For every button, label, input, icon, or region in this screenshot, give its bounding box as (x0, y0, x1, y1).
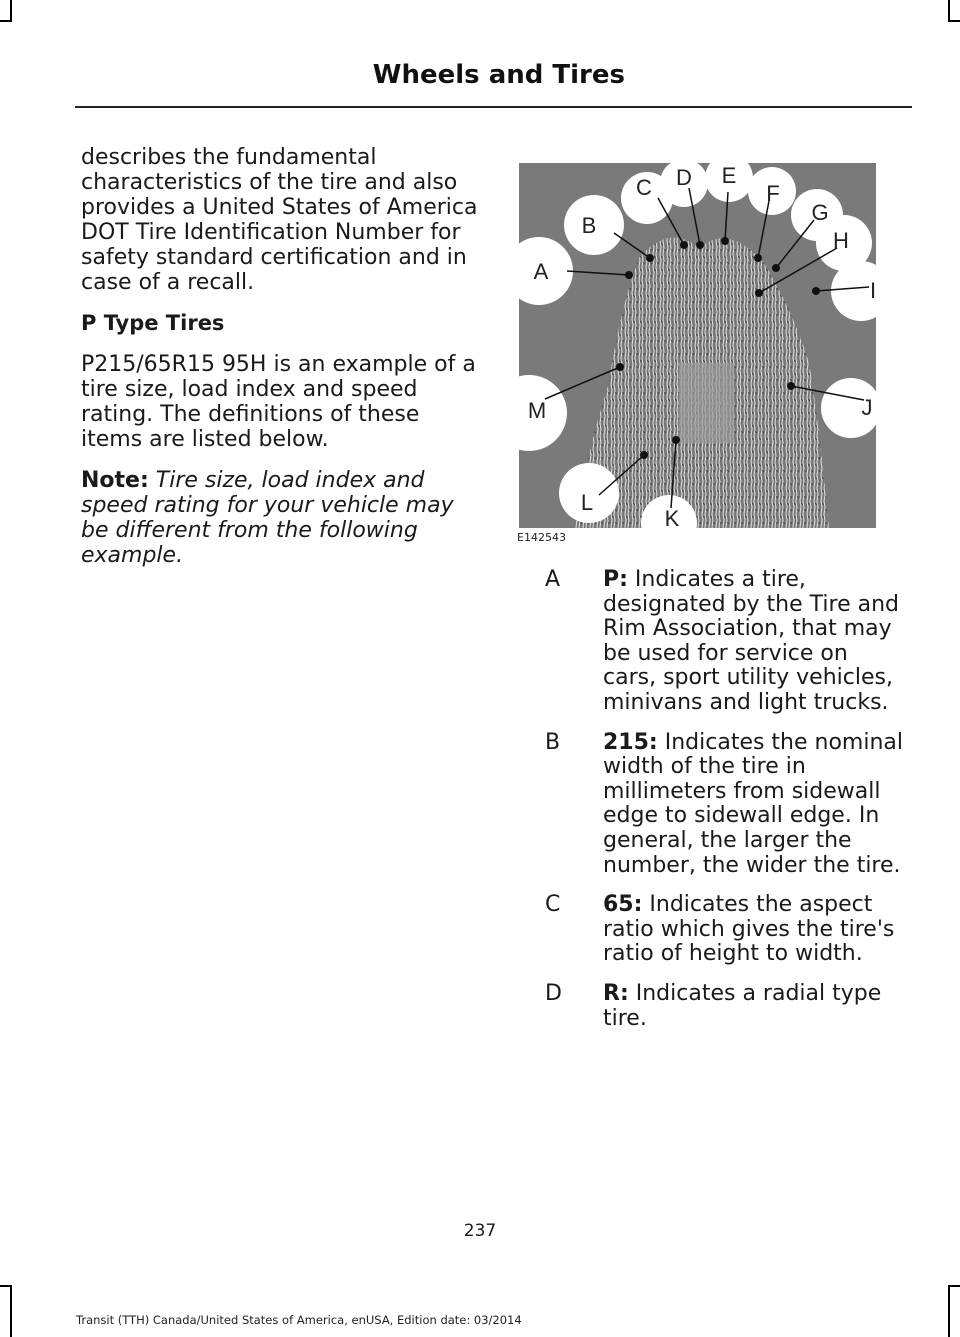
legend-key: P: (603, 567, 628, 592)
callout-dot-a (625, 271, 633, 279)
header-rule (75, 106, 912, 108)
callout-label-m: M (527, 398, 547, 423)
crop-mark-top-right-h (948, 20, 960, 22)
callout-leader-a (567, 271, 629, 275)
callout-label-c: C (636, 175, 652, 200)
callout-leader-b (614, 233, 650, 258)
callout-label-b: B (581, 213, 597, 238)
callout-dot-k (672, 436, 680, 444)
legend-description (603, 893, 905, 967)
crop-mark-bottom-left-v (10, 1285, 12, 1337)
crop-mark-top-left-h (0, 20, 12, 22)
legend-table (545, 568, 905, 1046)
callout-dot-g (772, 264, 780, 272)
legend-row-a (545, 568, 905, 716)
callout-label-h: H (833, 228, 849, 253)
callout-label-g: G (811, 200, 829, 225)
legend-row-c (545, 893, 905, 967)
callout-dot-m (616, 363, 624, 371)
callout-label-l: L (580, 490, 594, 515)
callout-label-i: I (869, 278, 877, 303)
note-text: Tire size, load index and speed rating for your vehicle may be different from the following example. (81, 468, 454, 568)
legend-letter: C (545, 892, 561, 918)
note-paragraph (81, 468, 481, 568)
callout-dot-c (680, 241, 688, 249)
section-title: Wheels and Tires (372, 60, 625, 90)
callout-dot-i (812, 287, 820, 295)
legend-row-d (545, 982, 905, 1031)
crop-mark-bottom-right-h (948, 1285, 960, 1287)
legend-description (603, 731, 905, 879)
example-paragraph: P215/65R15 95H is an example of a tire size, load index and speed rating. The definitions of these items are listed below. (81, 352, 476, 452)
callout-label-e: E (721, 163, 737, 188)
callout-dot-f (754, 254, 762, 262)
note-label: Note: (81, 468, 149, 493)
crop-mark-bottom-left-h (0, 1285, 12, 1287)
figure-code: E142543 (517, 531, 566, 544)
legend-key: R: (603, 980, 629, 1006)
legend-text: Indicates a radial type tire. (603, 980, 882, 1031)
callout-dot-h (755, 289, 763, 297)
crop-mark-top-right-v (948, 0, 950, 22)
callout-leader-h (759, 248, 837, 293)
callout-label-f: F (766, 181, 780, 206)
callout-dot-e (721, 237, 729, 245)
legend-text: Indicates a tire, designated by the Tire and Rim Association, that may be used for service on cars, sport utility vehicles, minivans and light trucks. (603, 567, 900, 715)
intro-paragraph: describes the fundamental characteristics of the tire and also provides a United States of America DOT Tire Identification Number for safety standard certification and in case of a recall. (81, 145, 478, 295)
crop-mark-top-left-v (10, 0, 12, 22)
callout-overlay (519, 163, 877, 531)
callout-label-j: J (861, 395, 873, 420)
legend-description (603, 982, 905, 1031)
legend-row-b (545, 731, 905, 879)
callout-label-k: K (664, 506, 680, 531)
legend-key: 215: (603, 729, 658, 755)
callout-dot-b (646, 254, 654, 262)
callout-label-d: D (676, 165, 692, 190)
footer-edition-info: Transit (TTH) Canada/United States of America, enUSA, Edition date: 03/2014 (76, 1313, 522, 1327)
callout-dot-d (696, 241, 704, 249)
callout-bubble-i (831, 261, 891, 321)
subheading-p-type-tires: P Type Tires (81, 311, 225, 335)
page-number: 237 (463, 1221, 497, 1241)
legend-description (603, 568, 905, 716)
legend-letter: D (545, 980, 562, 1006)
crop-mark-bottom-right-v (948, 1285, 950, 1337)
legend-text: Indicates the aspect ratio which gives the tire's ratio of height to width. (603, 892, 895, 967)
legend-text: Indicates the nominal width of the tire in millimeters from sidewall edge to sidewall edge. In general, the larger the number, the wider the tire. (603, 729, 904, 878)
callout-dot-l (640, 451, 648, 459)
callout-dot-j (787, 382, 795, 390)
legend-key: 65: (603, 892, 643, 918)
callout-label-a: A (533, 259, 549, 284)
legend-letter: A (545, 567, 561, 592)
left-column (81, 145, 481, 584)
legend-letter: B (545, 729, 561, 755)
callout-leader-m (545, 367, 620, 399)
